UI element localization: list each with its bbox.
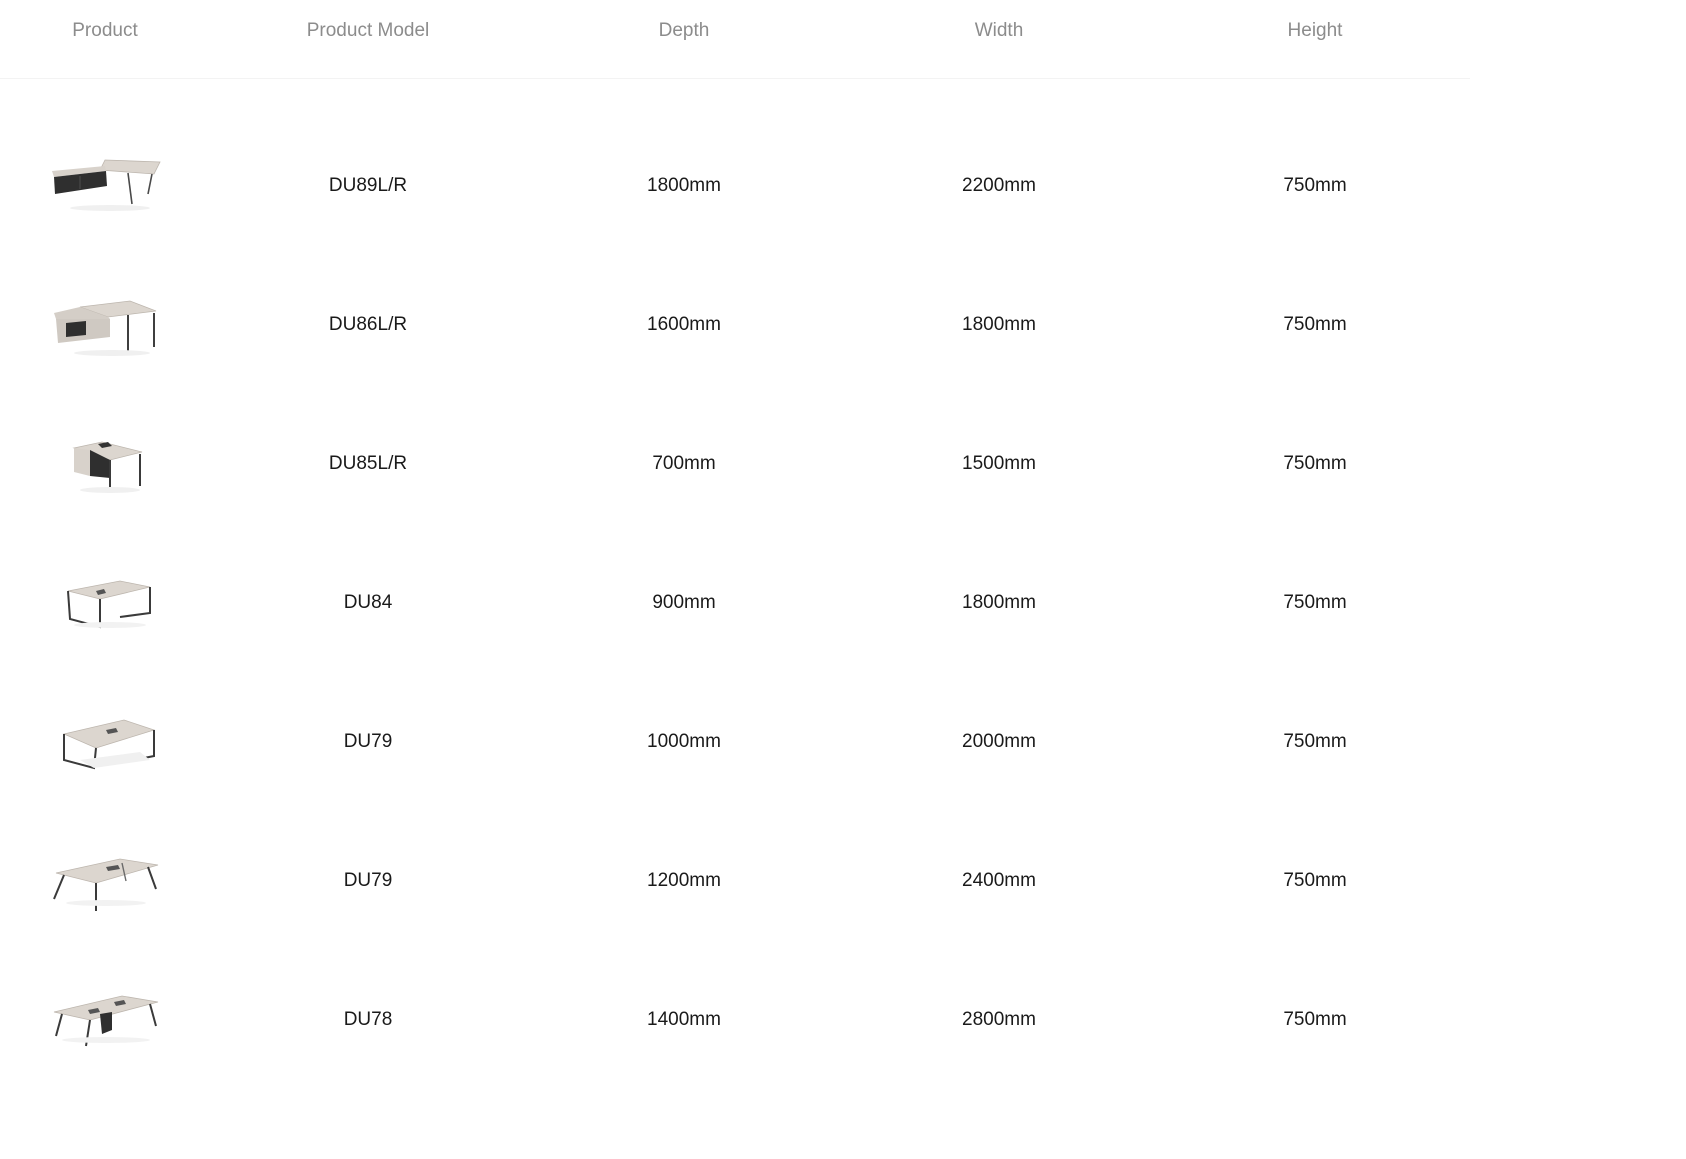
cell-depth: 1600mm	[647, 314, 721, 335]
cell-width: 1800mm	[962, 592, 1036, 613]
table-row	[0, 950, 1470, 1089]
boat-shaped-meeting-table-icon	[50, 841, 162, 921]
conference-table-icon	[50, 980, 162, 1060]
table-row	[0, 533, 1470, 672]
frame-leg-table-icon	[50, 702, 162, 782]
cell-model: DU78	[343, 1009, 393, 1030]
cell-height: 750mm	[1283, 175, 1347, 196]
cell-height: 750mm	[1283, 870, 1347, 891]
header-width: Width	[974, 20, 1024, 41]
cell-width: 2000mm	[962, 731, 1036, 752]
table-row	[0, 394, 1470, 533]
frame-leg-desk-icon	[50, 563, 162, 643]
cell-height: 750mm	[1283, 731, 1347, 752]
table-row	[0, 811, 1470, 950]
cell-model: DU79	[343, 731, 393, 752]
cell-model: DU84	[343, 592, 393, 613]
cell-depth: 1400mm	[647, 1009, 721, 1030]
l-shaped-desk-with-drawers-icon	[50, 285, 162, 365]
table-row	[0, 116, 1470, 255]
cell-width: 2200mm	[962, 175, 1036, 196]
cell-model: DU79	[343, 870, 393, 891]
cell-model: DU86L/R	[328, 314, 408, 335]
header-height: Height	[1287, 20, 1343, 41]
cell-width: 1500mm	[962, 453, 1036, 474]
cell-depth: 900mm	[652, 592, 716, 613]
header-product: Product	[72, 20, 138, 41]
table-row	[0, 672, 1470, 811]
cell-width: 2800mm	[962, 1009, 1036, 1030]
l-shaped-desk-with-cabinet-icon	[50, 146, 162, 226]
desk-with-pedestal-icon	[50, 424, 162, 504]
cell-depth: 1800mm	[647, 175, 721, 196]
cell-width: 1800mm	[962, 314, 1036, 335]
cell-model: DU89L/R	[328, 175, 408, 196]
cell-height: 750mm	[1283, 314, 1347, 335]
cell-model: DU85L/R	[328, 453, 408, 474]
header-product-model: Product Model	[306, 20, 430, 41]
cell-height: 750mm	[1283, 453, 1347, 474]
cell-height: 750mm	[1283, 1009, 1347, 1030]
cell-depth: 700mm	[652, 453, 716, 474]
cell-depth: 1000mm	[647, 731, 721, 752]
cell-width: 2400mm	[962, 870, 1036, 891]
table-header-row	[0, 0, 1470, 79]
table-row	[0, 255, 1470, 394]
cell-depth: 1200mm	[647, 870, 721, 891]
header-depth: Depth	[658, 20, 710, 41]
cell-height: 750mm	[1283, 592, 1347, 613]
